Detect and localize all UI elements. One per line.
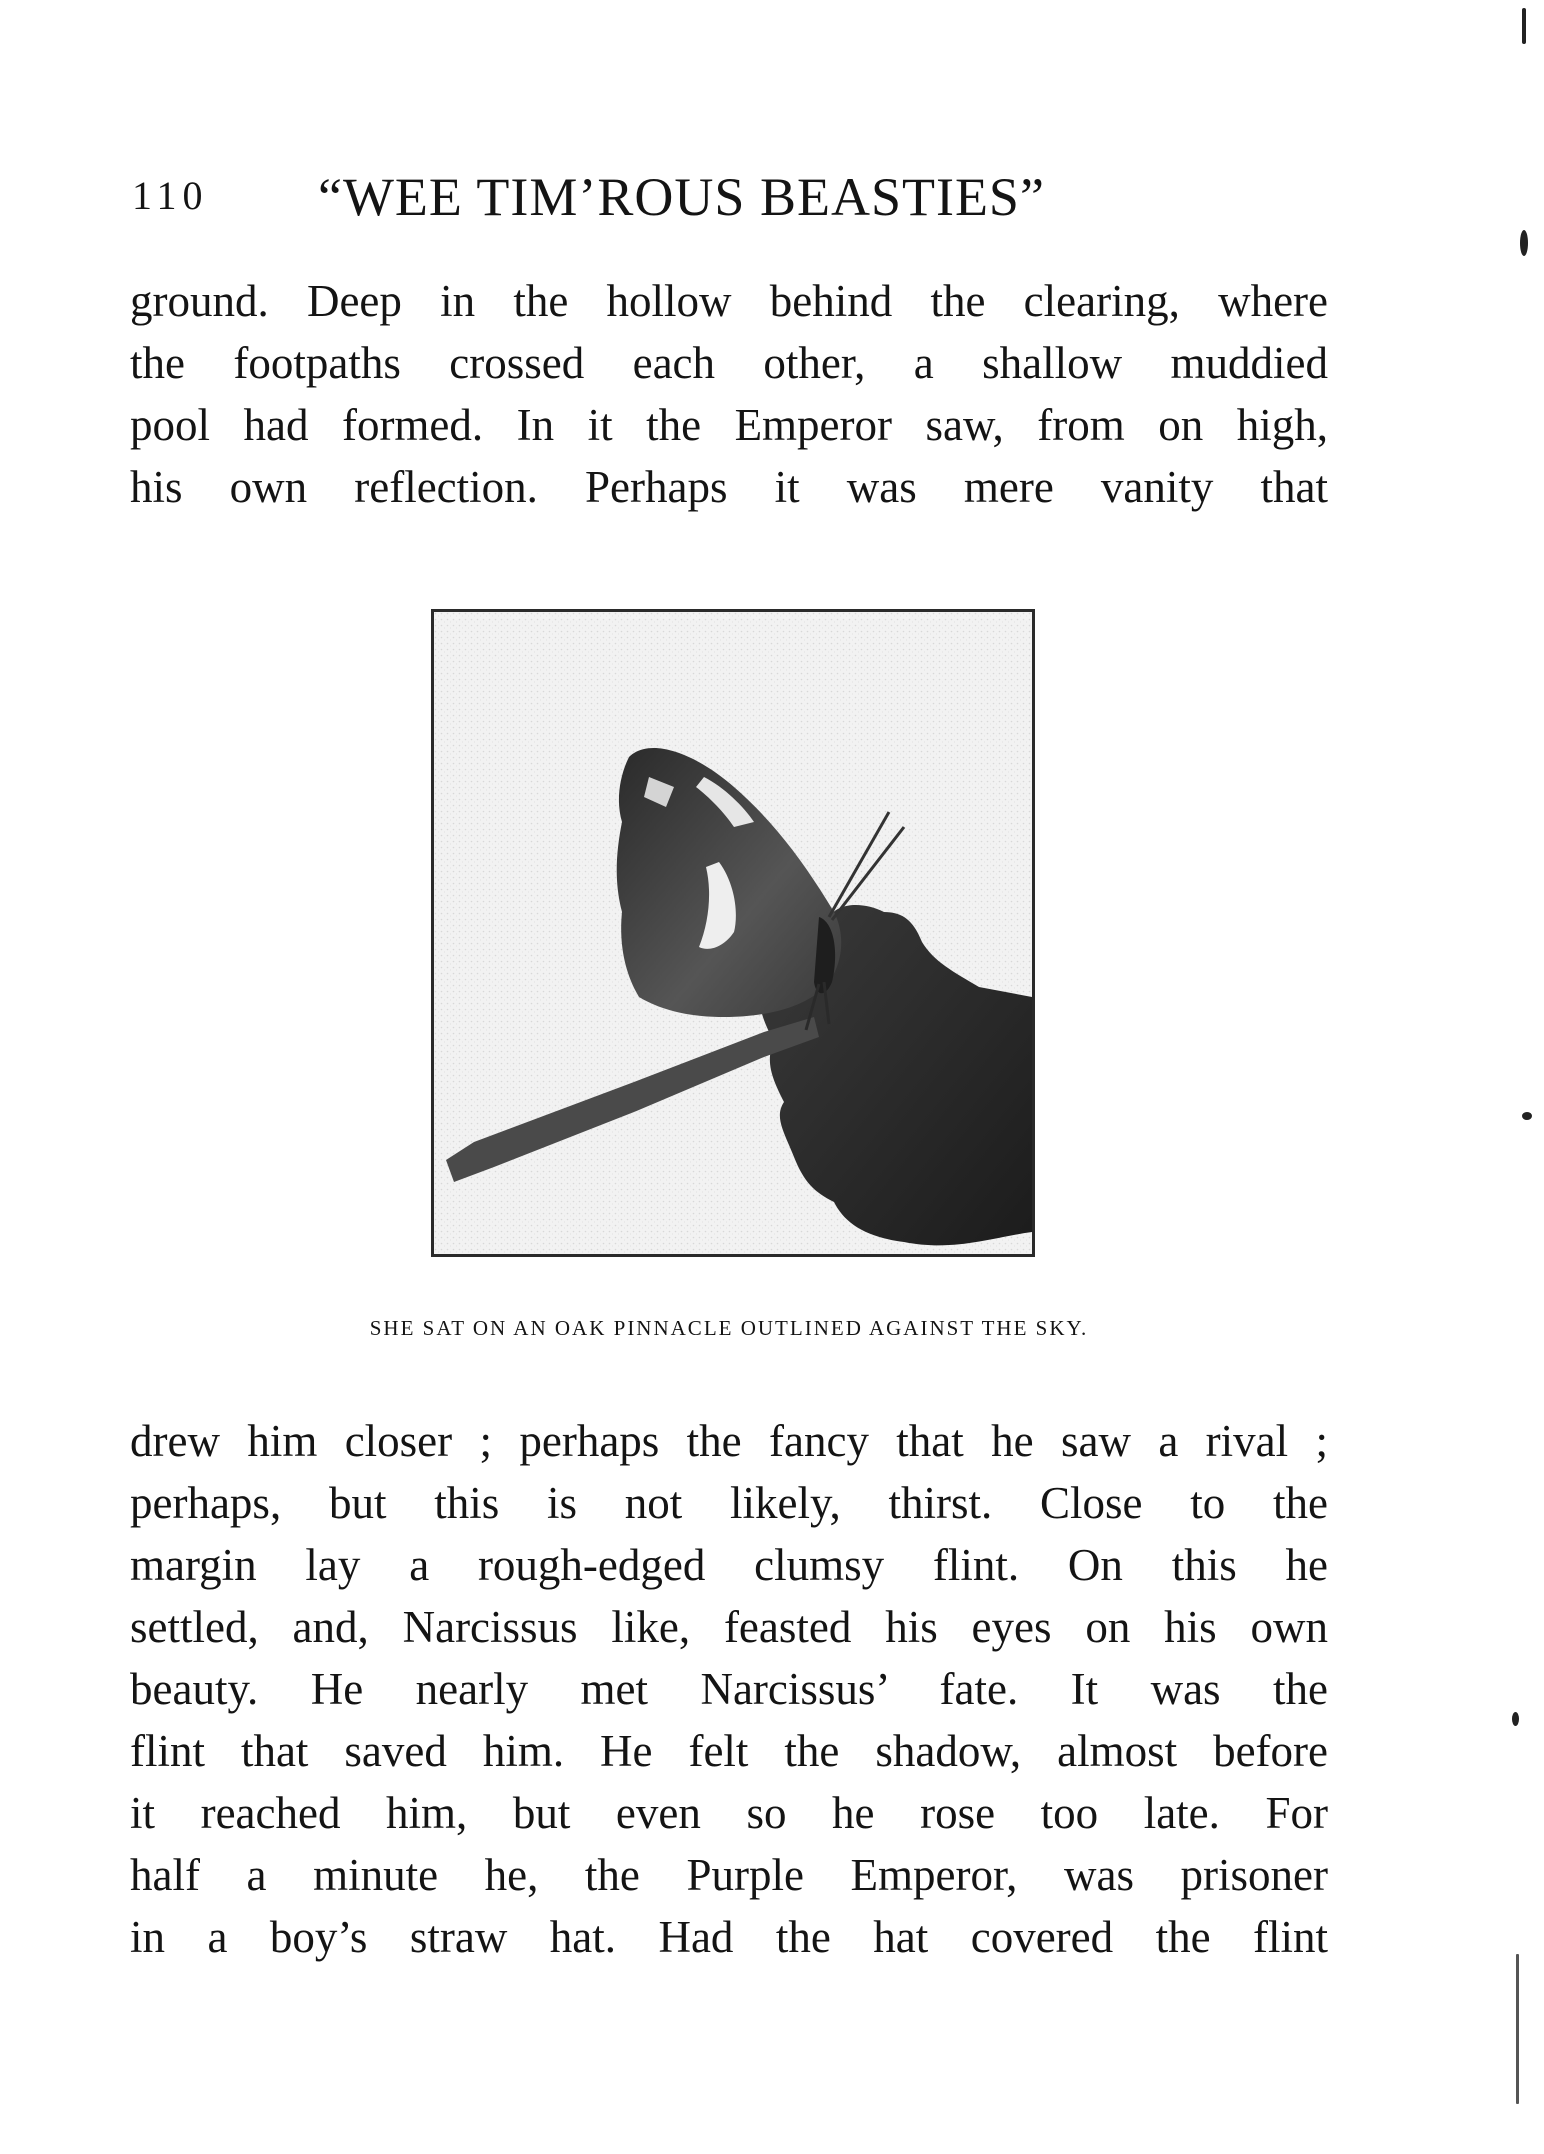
text-line: pool had formed. In it the Emperor saw, from on high, (130, 400, 1328, 450)
paragraph-top (130, 270, 1328, 518)
text-line: ground. Deep in the hollow behind the clearing, where (130, 276, 1328, 326)
text-line: beauty. He nearly met Narcissus’ fate. It was the (130, 1664, 1328, 1714)
text-line: half a minute he, the Purple Emperor, was prisoner (130, 1850, 1328, 1900)
scan-speck (1522, 1112, 1532, 1120)
scan-speck (1520, 230, 1528, 256)
photo-plate (431, 609, 1035, 1257)
scan-speck (1512, 1712, 1519, 1726)
page-number: 110 (132, 173, 209, 218)
text-line: perhaps, but this is not likely, thirst. Close to the (130, 1478, 1328, 1528)
text-line: in a boy’s straw hat. Had the hat covered the flint (130, 1912, 1328, 1962)
text-line: the footpaths crossed each other, a shallow muddied (130, 338, 1328, 388)
text-line: settled, and, Narcissus like, feasted his eyes on his own (130, 1602, 1328, 1652)
text-line: margin lay a rough-edged clumsy flint. On this he (130, 1540, 1328, 1590)
text-line: it reached him, but even so he rose too late. For (130, 1788, 1328, 1838)
butterfly-photo-icon (434, 612, 1032, 1254)
figure-caption: SHE SAT ON AN OAK PINNACLE OUTLINED AGAINST THE SKY. (369, 1316, 1089, 1340)
scan-speck (1516, 1954, 1519, 2104)
scan-speck (1522, 8, 1526, 44)
text-line: his own reflection. Perhaps it was mere vanity that (130, 462, 1328, 512)
running-title: “WEE TIM’ROUS BEASTIES” (318, 167, 1045, 227)
paragraph-bottom (130, 1410, 1328, 1968)
text-line: drew him closer ; perhaps the fancy that he saw a rival ; (130, 1416, 1328, 1466)
text-line: flint that saved him. He felt the shadow, almost before (130, 1726, 1328, 1776)
